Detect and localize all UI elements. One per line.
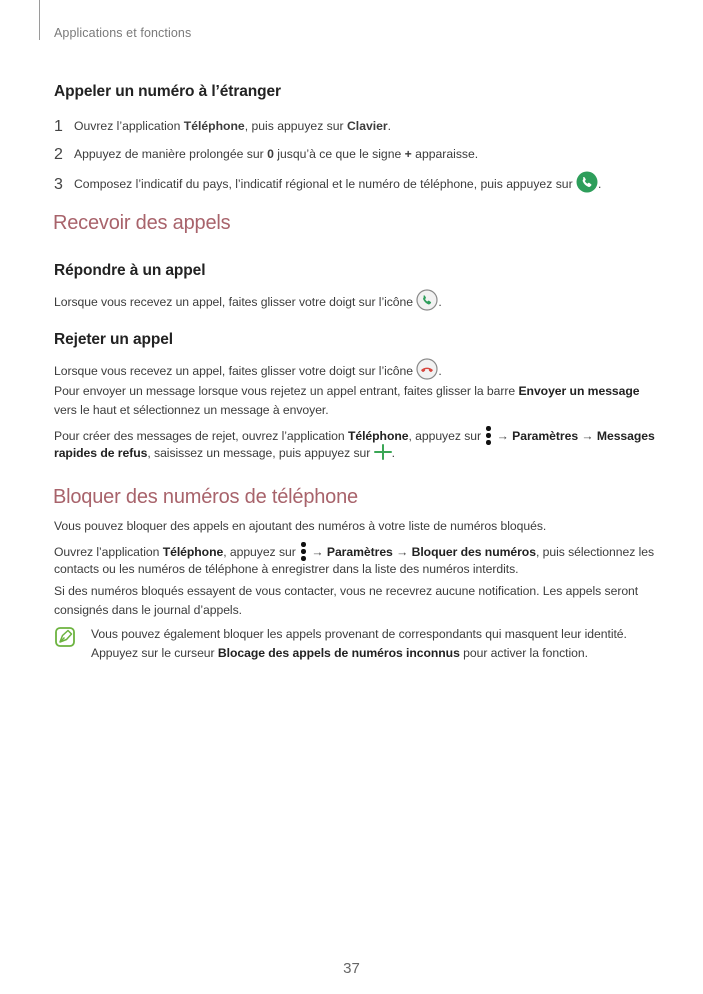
more-options-icon (485, 425, 491, 445)
note-pencil-icon (55, 627, 75, 652)
heading-receive-calls: Recevoir des appels (53, 212, 231, 234)
block-intro-text: Vous pouvez bloquer des appels en ajoutant des numéros à votre liste de numéros bloqués. (54, 519, 547, 533)
step-number: 3 (54, 176, 63, 193)
reject-message-text-line2: vers le haut et sélectionnez un message à envoyer. (54, 403, 329, 417)
reject-settings-text-line1: Pour créer des messages de rejet, ouvrez l’application Téléphone, appuyez sur → Paramètres → Messages (54, 425, 655, 446)
heading-answer-call: Répondre à un appel (54, 262, 206, 279)
answer-call-text: Lorsque vous recevez un appel, faites glisser votre doigt sur l’icône . (54, 289, 442, 317)
heading-call-abroad: Appeler un numéro à l’étranger (54, 83, 281, 100)
note-text-line1: Vous pouvez également bloquer les appels provenant de correspondants qui masquent leur identité. (91, 627, 627, 641)
block-notification-text-line2: consignés dans le journal d’appels. (54, 603, 242, 617)
block-unknown-numbers-label: Blocage des appels de numéros inconnus (217, 646, 460, 660)
heading-reject-call: Rejeter un appel (54, 331, 173, 348)
step-3: 3 Composez l’indicatif du pays, l’indicatif régional et le numéro de téléphone, puis appuyez sur . (54, 171, 601, 196)
answer-call-icon (416, 289, 438, 317)
note-text-line2: Appuyez sur le curseur Blocage des appels de numéros inconnus pour activer la fonction. (91, 646, 588, 660)
app-name-phone: Téléphone (183, 119, 245, 133)
block-steps-text-line1: Ouvrez l’application Téléphone, appuyez sur → Paramètres → Bloquer des numéros, puis sélectionnez les (54, 541, 654, 562)
block-notification-text-line1: Si des numéros bloqués essayent de vous contacter, vous ne recevrez aucune notification. Les appels seront (54, 584, 639, 598)
page-number: 37 (343, 960, 360, 977)
running-header: Applications et fonctions (54, 26, 192, 40)
step-number: 1 (54, 118, 63, 135)
reject-call-text: Lorsque vous recevez un appel, faites glisser votre doigt sur l’icône . (54, 358, 442, 386)
reject-message-text-line1: Pour envoyer un message lorsque vous rejetez un appel entrant, faites glisser la barre Envoyer un message (54, 384, 640, 398)
step-number: 2 (54, 146, 63, 163)
send-message-bar-label: Envoyer un message (518, 384, 640, 398)
add-icon (374, 444, 392, 466)
keypad-label: Clavier (347, 119, 388, 133)
block-steps-text-line2: contacts ou les numéros de téléphone à enregistrer dans la liste des numéros interdits. (54, 562, 519, 576)
reject-settings-text-line2: rapides de refus, saisissez un message, puis appuyez sur . (54, 444, 395, 466)
heading-block-numbers: Bloquer des numéros de téléphone (53, 486, 358, 508)
step-1: 1 Ouvrez l’application Téléphone, puis appuyez sur Clavier. (54, 118, 392, 135)
more-options-icon (300, 541, 306, 561)
page-margin-rule (39, 0, 40, 40)
call-button-icon (576, 171, 598, 196)
step-2: 2 Appuyez de manière prolongée sur 0 jusqu’à ce que le signe + apparaisse. (54, 146, 479, 163)
